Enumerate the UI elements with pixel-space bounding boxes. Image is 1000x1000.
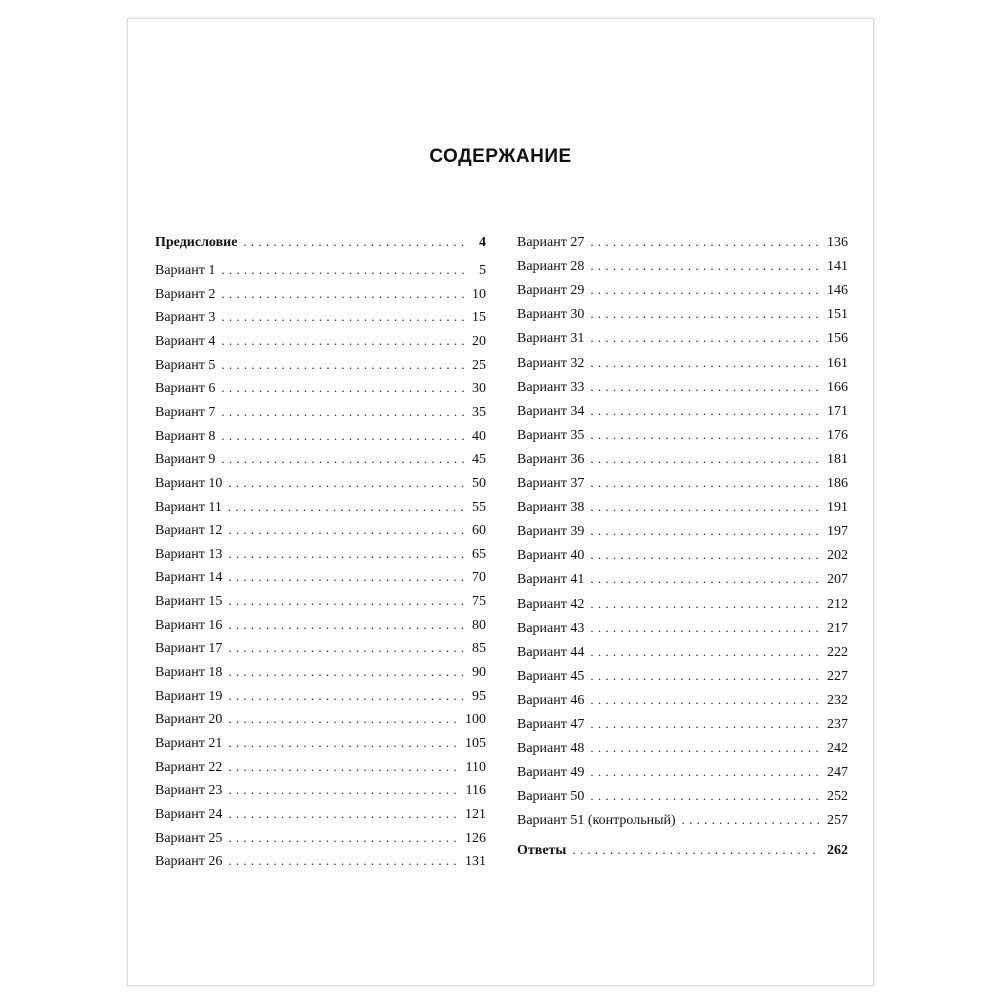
toc-entry-page: 141 (827, 259, 848, 275)
toc-entry (517, 377, 848, 397)
dot-leader (228, 733, 459, 753)
toc-entry-label: Вариант 31 (517, 331, 585, 347)
toc-entry-label: Вариант 3 (155, 310, 216, 326)
toc-entry (517, 232, 848, 252)
dot-leader (228, 828, 459, 848)
dot-leader (228, 757, 459, 777)
page-title: СОДЕРЖАНИЕ (429, 146, 572, 167)
toc-entry (517, 810, 848, 830)
toc-entry-label: Вариант 48 (517, 741, 585, 757)
dot-leader (228, 638, 464, 658)
toc-entry-label: Вариант 46 (517, 692, 585, 708)
toc-entry (155, 355, 486, 375)
toc-entry-label: Вариант 38 (517, 500, 585, 516)
toc-entry-label: Вариант 10 (155, 475, 223, 491)
toc-entry (155, 780, 486, 800)
dot-leader (590, 280, 821, 300)
toc-entry-label: Вариант 21 (155, 736, 223, 751)
dot-leader (228, 780, 459, 800)
toc-entry (517, 280, 848, 300)
document-page (127, 18, 874, 986)
dot-leader (228, 804, 459, 824)
toc-entry (155, 473, 486, 493)
dot-leader (590, 594, 821, 614)
toc-entry-label: Вариант 5 (155, 357, 216, 373)
toc-entry-label: Вариант 36 (517, 451, 585, 467)
toc-entry (517, 666, 848, 686)
toc-entry (517, 545, 848, 565)
toc-entry-page: 65 (472, 546, 486, 562)
dot-leader (590, 569, 821, 589)
toc-entry-label: Вариант 51 (контрольный) (517, 813, 676, 829)
toc-entry-page: 55 (472, 499, 486, 515)
toc-entry-page: 191 (827, 500, 848, 516)
toc-entry (517, 762, 848, 782)
toc-entry-label: Вариант 35 (517, 427, 585, 443)
toc-entry-page: 151 (827, 307, 848, 323)
toc-entry (155, 307, 486, 327)
toc-entry (155, 331, 486, 351)
toc-entry-page: 35 (472, 404, 486, 420)
toc-entry (155, 402, 486, 422)
dot-leader (221, 260, 464, 280)
dot-leader (221, 355, 464, 375)
toc-entry-page: 207 (827, 572, 848, 588)
toc-entry-page: 5 (479, 263, 486, 278)
dot-leader (228, 544, 464, 564)
toc-entry-page: 197 (827, 524, 848, 540)
toc-entry-page: 202 (827, 548, 848, 564)
toc-entry-page: 186 (827, 476, 848, 491)
dot-leader (590, 690, 821, 710)
dot-leader (590, 738, 821, 758)
dot-leader (228, 851, 459, 871)
toc-entry (155, 544, 486, 564)
dot-leader (590, 521, 821, 541)
dot-leader (243, 232, 464, 252)
dot-leader (221, 402, 464, 422)
toc-entry-label: Вариант 8 (155, 428, 216, 444)
toc-entry-page: 242 (827, 741, 848, 757)
toc-entry-label: Вариант 9 (155, 452, 216, 468)
dot-leader (590, 256, 821, 276)
toc-entry-page: 60 (472, 523, 486, 539)
dot-leader (590, 304, 821, 324)
toc-entry-page: 25 (472, 357, 486, 373)
dot-leader (590, 786, 821, 806)
toc-entry-page: 105 (465, 736, 486, 751)
toc-entry-label: Вариант 40 (517, 548, 585, 564)
toc-entry-label: Вариант 34 (517, 403, 585, 419)
dot-leader (228, 520, 464, 540)
toc-entry-label: Вариант 1 (155, 263, 216, 278)
dot-leader (228, 473, 464, 493)
toc-entry-page: 20 (472, 333, 486, 349)
toc-entry-page: 252 (827, 789, 848, 805)
toc-entry-page: 227 (827, 668, 848, 684)
toc-entry (155, 757, 486, 777)
dot-leader (572, 840, 821, 860)
toc-entry-page: 10 (472, 286, 486, 302)
toc-entry-page: 95 (472, 688, 486, 704)
toc-entry-label: Вариант 49 (517, 765, 585, 781)
toc-entry (517, 786, 848, 806)
dot-leader (590, 714, 821, 734)
toc-entry (517, 449, 848, 469)
toc-entry-label: Вариант 24 (155, 806, 223, 822)
toc-entry-page: 15 (472, 310, 486, 326)
toc-entry (517, 256, 848, 276)
toc-entry-label: Вариант 45 (517, 668, 585, 684)
toc-entry-page: 171 (827, 403, 848, 419)
dot-leader (590, 618, 821, 638)
toc-entry (155, 686, 486, 706)
toc-entry-page: 70 (472, 570, 486, 586)
toc-entry-label: Вариант 43 (517, 620, 585, 636)
toc-entry-label: Вариант 4 (155, 333, 216, 349)
toc-entry-label: Вариант 15 (155, 594, 223, 610)
toc-entry-page: 217 (827, 620, 848, 636)
toc-entry-page: 90 (472, 665, 486, 681)
toc-entry-label: Вариант 30 (517, 307, 585, 323)
dot-leader (590, 401, 821, 421)
toc-entry (155, 449, 486, 469)
toc-entry (155, 851, 486, 871)
toc-entry-label: Предисловие (155, 235, 238, 250)
toc-entry-page: 30 (472, 381, 486, 397)
toc-entry-label: Вариант 14 (155, 570, 223, 586)
dot-leader (590, 666, 821, 686)
toc-entry-label: Вариант 20 (155, 712, 223, 728)
toc-entry-page: 262 (827, 842, 848, 858)
toc-entry (155, 567, 486, 587)
toc-entry (517, 473, 848, 493)
toc-entry-label: Вариант 6 (155, 381, 216, 397)
toc-entry-page: 146 (827, 283, 848, 299)
dot-leader (590, 473, 821, 493)
toc-entry (517, 618, 848, 638)
toc-entry (517, 738, 848, 758)
toc-entry-label: Вариант 47 (517, 717, 585, 732)
toc-entry-page: 161 (827, 355, 848, 371)
dot-leader (228, 567, 464, 587)
toc-entry-page: 45 (472, 452, 486, 468)
toc-entry (517, 642, 848, 662)
toc-entry (155, 709, 486, 729)
dot-leader (590, 762, 821, 782)
toc-entry-label: Вариант 11 (155, 499, 222, 515)
toc-entry (155, 232, 486, 252)
toc-entry-label: Вариант 7 (155, 404, 216, 420)
toc-entry (155, 520, 486, 540)
dot-leader (228, 615, 464, 635)
dot-leader (228, 591, 464, 611)
dot-leader (228, 662, 464, 682)
toc-entry (517, 569, 848, 589)
dot-leader (682, 810, 821, 830)
toc-entry (517, 304, 848, 324)
toc-entry-page: 247 (827, 765, 848, 781)
dot-leader (221, 426, 464, 446)
toc-entry-label: Вариант 39 (517, 524, 585, 540)
toc-entry-page: 121 (465, 806, 486, 822)
dot-leader (590, 232, 821, 252)
toc-entry-page: 100 (465, 712, 486, 728)
toc-entry-page: 4 (479, 235, 486, 250)
toc-entry-page: 80 (472, 617, 486, 633)
dot-leader (590, 425, 821, 445)
toc-entry-label: Вариант 42 (517, 596, 585, 612)
toc-entry (517, 425, 848, 445)
dot-leader (228, 686, 464, 706)
dot-leader (590, 353, 821, 373)
toc-entry-page: 75 (472, 594, 486, 610)
dot-leader (221, 284, 464, 304)
toc-entry (155, 615, 486, 635)
toc-entry (517, 690, 848, 710)
toc-entry (517, 353, 848, 373)
toc-entry-label: Вариант 37 (517, 476, 585, 491)
toc-entry-page: 237 (827, 717, 848, 732)
toc-entry (517, 328, 848, 348)
toc-entry-page: 50 (472, 475, 486, 491)
dot-leader (590, 328, 821, 348)
toc-entry (517, 840, 848, 860)
toc-entry-label: Вариант 2 (155, 286, 216, 302)
toc-entry-label: Вариант 33 (517, 379, 585, 395)
toc-entry-label: Вариант 50 (517, 789, 585, 805)
toc-entry-page: 136 (827, 235, 848, 250)
toc-entry-label: Вариант 44 (517, 644, 585, 660)
toc-entry-page: 176 (827, 427, 848, 443)
toc-entry (517, 521, 848, 541)
toc-entry (517, 401, 848, 421)
toc-entry-label: Вариант 27 (517, 235, 585, 250)
toc-entry (155, 591, 486, 611)
toc-entry-label: Вариант 41 (517, 572, 585, 588)
dot-leader (221, 307, 464, 327)
toc-entry (155, 260, 486, 280)
toc-entry-label: Вариант 29 (517, 283, 585, 299)
toc-entry-page: 126 (465, 830, 486, 846)
dot-leader (228, 709, 459, 729)
toc-entry (155, 426, 486, 446)
toc-entry-label: Вариант 13 (155, 546, 223, 562)
toc-entry-page: 232 (827, 692, 848, 708)
toc-entry-page: 110 (465, 759, 486, 775)
toc-entry-label: Вариант 25 (155, 830, 223, 846)
dot-leader (221, 449, 464, 469)
toc-entry-page: 222 (827, 644, 848, 660)
dot-leader (221, 331, 464, 351)
toc-entry (155, 804, 486, 824)
toc-entry-label: Вариант 12 (155, 523, 223, 539)
toc-entry-label: Вариант 22 (155, 759, 223, 775)
toc-entry-page: 116 (465, 783, 486, 799)
toc-entry (517, 594, 848, 614)
toc-entry (155, 638, 486, 658)
toc-entry-label: Вариант 17 (155, 641, 223, 657)
toc-entry (155, 662, 486, 682)
toc-entry-label: Вариант 28 (517, 259, 585, 275)
toc-entry (517, 497, 848, 517)
toc-entry-label: Вариант 16 (155, 617, 223, 633)
toc-entry-label: Вариант 26 (155, 854, 223, 870)
toc-entry-page: 85 (472, 641, 486, 657)
toc-entry-page: 166 (827, 379, 848, 395)
toc-entry-label: Вариант 23 (155, 783, 223, 799)
toc-entry-label: Вариант 18 (155, 665, 223, 681)
dot-leader (590, 642, 821, 662)
toc-entry (517, 714, 848, 734)
toc-entry-page: 131 (465, 854, 486, 870)
toc-entry-page: 156 (827, 331, 848, 347)
toc-entry (155, 378, 486, 398)
dot-leader (590, 497, 821, 517)
toc-entry (155, 497, 486, 517)
dot-leader (590, 545, 821, 565)
dot-leader (221, 378, 464, 398)
toc-entry (155, 828, 486, 848)
toc-entry-page: 181 (827, 451, 848, 467)
toc-entry-page: 257 (827, 813, 848, 829)
toc-entry-label: Ответы (517, 842, 567, 858)
toc-entry (155, 284, 486, 304)
toc-entry-page: 212 (827, 596, 848, 612)
dot-leader (590, 377, 821, 397)
toc-entry-label: Вариант 19 (155, 688, 223, 704)
toc-entry-label: Вариант 32 (517, 355, 585, 371)
dot-leader (228, 497, 464, 517)
toc-entry-page: 40 (472, 428, 486, 444)
toc-entry (155, 733, 486, 753)
dot-leader (590, 449, 821, 469)
